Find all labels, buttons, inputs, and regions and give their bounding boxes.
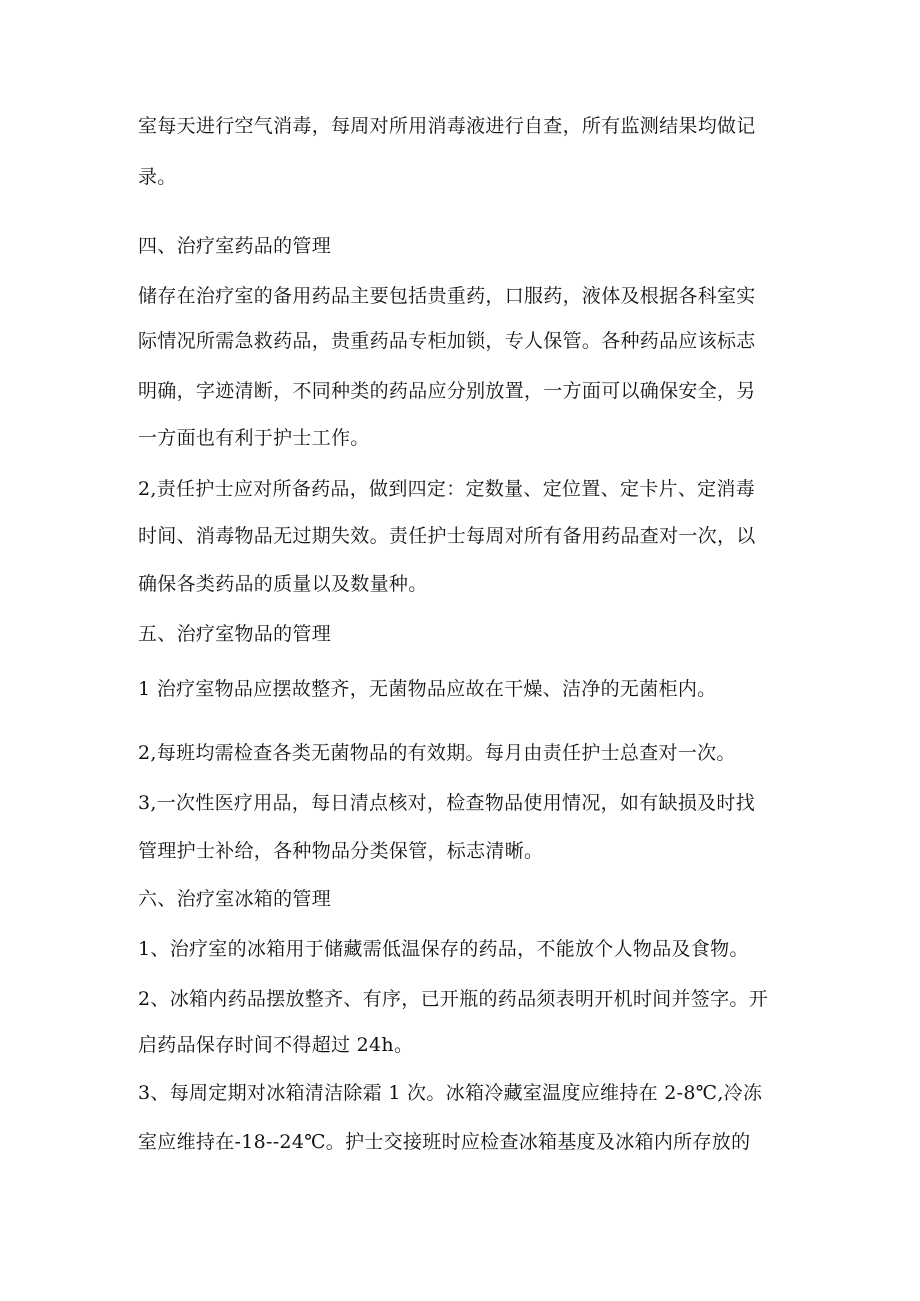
text-line: 时间、消毒物品无过期失效。责任护士每周对所有备用药品查对一次，以 [138, 525, 756, 547]
text-line: 室应维持在-18--24℃。护士交接班时应检查冰箱基度及冰箱内所存放的 [138, 1131, 751, 1153]
text-line: 录。 [138, 166, 177, 188]
section-heading: 五、治疗室物品的管理 [138, 623, 332, 645]
text-line: 2,每班均需检查各类无菌物品的有效期。每月由责任护士总查对一次。 [138, 742, 736, 764]
text-line: 1 治疗室物品应摆故整齐，无菌物品应故在干燥、洁净的无菌柜内。 [138, 678, 717, 700]
text-line: 2、冰箱内药品摆放整齐、有序，已开瓶的药品须表明开机时间并签字。开 [138, 988, 768, 1010]
text-line: 确保各类药品的质量以及数量种。 [138, 573, 428, 595]
text-line: 3,一次性医疗用品，每日清点核对，检查物品使用情况，如有缺损及时找 [138, 792, 756, 814]
text-line: 2,责任护士应对所备药品，做到四定：定数量、定位置、定卡片、定消毒 [138, 478, 756, 500]
section-heading: 四、治疗室药品的管理 [138, 235, 332, 257]
text-line: 管理护士补给，各种物品分类保管，标志清晰。 [138, 840, 544, 862]
text-line: 一方面也有利于护士工作。 [138, 427, 370, 449]
text-line: 室每天进行空气消毒，每周对所用消毒液进行自查，所有监测结果均做记 [138, 115, 756, 137]
text-line: 启药品保存时间不得超过 24h。 [138, 1034, 414, 1056]
text-line: 际情况所需急救药品，贵重药品专柜加锁，专人保管。各种药品应该标志 [138, 330, 756, 352]
text-line: 1、治疗室的冰箱用于储藏需低温保存的药品，不能放个人物品及食物。 [138, 938, 749, 960]
text-line: 明确，字迹清断，不同种类的药品应分别放置，一方面可以确保安全，另 [138, 380, 756, 402]
text-line: 3、每周定期对冰箱清洁除霜 1 次。冰箱冷藏室温度应维持在 2-8℃,冷冻 [138, 1082, 763, 1104]
section-heading: 六、治疗室冰箱的管理 [138, 888, 332, 910]
text-line: 储存在治疗室的备用药品主要包括贵重药，口服药，液体及根据各科室实 [138, 285, 756, 307]
